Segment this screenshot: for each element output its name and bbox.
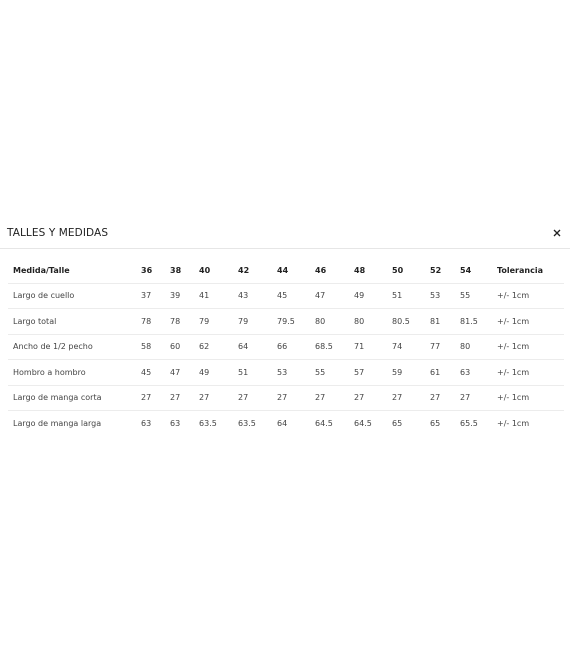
cell-value: 47 bbox=[315, 283, 354, 309]
cell-measure: Hombro a hombro bbox=[8, 360, 141, 386]
cell-value: 80 bbox=[460, 334, 497, 360]
header-size-44: 44 bbox=[277, 258, 315, 283]
cell-value: 63.5 bbox=[238, 418, 256, 428]
cell-value: 74 bbox=[392, 334, 430, 360]
header-size-52: 52 bbox=[430, 258, 460, 283]
cell-value: 79 bbox=[199, 309, 238, 335]
cell-value: 43 bbox=[238, 283, 277, 309]
table-row bbox=[8, 309, 564, 335]
header-size-48: 48 bbox=[354, 258, 392, 283]
cell-value: 81 bbox=[430, 309, 460, 335]
cell-value: 63.5 bbox=[199, 418, 217, 428]
cell-value: 45 bbox=[141, 360, 170, 386]
cell-value: 51 bbox=[238, 360, 277, 386]
cell-tolerance: +/- 1cm bbox=[497, 360, 564, 386]
close-icon bbox=[550, 226, 564, 240]
header-size-38: 38 bbox=[170, 258, 199, 283]
header-measure: Medida/Talle bbox=[8, 258, 141, 283]
header-size-50: 50 bbox=[392, 258, 430, 283]
cell-value: 47 bbox=[170, 360, 199, 386]
cell-measure: Largo de manga corta bbox=[8, 385, 141, 411]
cell-value: 27 bbox=[430, 385, 460, 411]
close-button[interactable] bbox=[550, 226, 564, 240]
cell-tolerance: +/- 1cm bbox=[497, 334, 564, 360]
cell-value: 79 bbox=[238, 309, 277, 335]
cell-measure: Largo de cuello bbox=[8, 283, 141, 309]
table-header-row bbox=[8, 258, 564, 283]
cell-value: 53 bbox=[430, 283, 460, 309]
cell-value: 63 bbox=[170, 418, 181, 428]
cell-value: 80.5 bbox=[392, 309, 430, 335]
cell-tolerance: +/- 1cm bbox=[497, 309, 564, 335]
table-row bbox=[8, 360, 564, 386]
cell-value: 64 bbox=[277, 418, 288, 428]
cell-value: 27 bbox=[199, 385, 238, 411]
table-row bbox=[8, 385, 564, 411]
cell-value: 62 bbox=[199, 334, 238, 360]
cell-value: 77 bbox=[430, 334, 460, 360]
cell-value: 55 bbox=[460, 283, 497, 309]
cell-value: 27 bbox=[141, 385, 170, 411]
modal-title: TALLES Y MEDIDAS bbox=[7, 227, 109, 239]
cell-value: 27 bbox=[354, 385, 392, 411]
cell-measure: Ancho de 1/2 pecho bbox=[8, 334, 141, 360]
cell-value: 65.5 bbox=[460, 418, 478, 428]
header-tolerance: Tolerancia bbox=[497, 258, 564, 283]
header-size-36: 36 bbox=[141, 258, 170, 283]
cell-value: 45 bbox=[277, 283, 315, 309]
cell-value: 64.5 bbox=[354, 418, 372, 428]
table-row bbox=[8, 283, 564, 309]
cell-value: 68.5 bbox=[315, 334, 354, 360]
cell-measure: Largo de manga larga bbox=[13, 418, 102, 428]
cell-tolerance: +/- 1cm bbox=[497, 385, 564, 411]
cell-value: 63 bbox=[460, 360, 497, 386]
cell-value: 57 bbox=[354, 360, 392, 386]
cell-value: 80 bbox=[315, 309, 354, 335]
cell-value: 65 bbox=[430, 418, 441, 428]
size-table bbox=[8, 258, 564, 436]
cell-value: 66 bbox=[277, 334, 315, 360]
cell-value: 37 bbox=[141, 283, 170, 309]
cell-tolerance: +/- 1cm bbox=[497, 283, 564, 309]
cell-value: 49 bbox=[199, 360, 238, 386]
header-size-46: 46 bbox=[315, 258, 354, 283]
cell-value: 71 bbox=[354, 334, 392, 360]
cell-value: 41 bbox=[199, 283, 238, 309]
cell-tolerance: +/- 1cm bbox=[497, 418, 530, 428]
cell-value: 27 bbox=[460, 385, 497, 411]
cell-value: 80 bbox=[354, 309, 392, 335]
cell-value: 64 bbox=[238, 334, 277, 360]
cell-value: 61 bbox=[430, 360, 460, 386]
cell-value: 27 bbox=[392, 385, 430, 411]
cell-value: 60 bbox=[170, 334, 199, 360]
cell-value: 64.5 bbox=[315, 418, 333, 428]
size-guide-modal bbox=[0, 220, 570, 428]
cell-value: 63 bbox=[141, 418, 152, 428]
table-row bbox=[8, 411, 564, 436]
header-size-40: 40 bbox=[199, 258, 238, 283]
table-row bbox=[8, 334, 564, 360]
cell-value: 49 bbox=[354, 283, 392, 309]
cell-measure: Largo total bbox=[8, 309, 141, 335]
cell-value: 53 bbox=[277, 360, 315, 386]
cell-value: 78 bbox=[170, 309, 199, 335]
cell-value: 78 bbox=[141, 309, 170, 335]
cell-value: 27 bbox=[170, 385, 199, 411]
cell-value: 81.5 bbox=[460, 309, 497, 335]
cell-value: 27 bbox=[238, 385, 277, 411]
cell-value: 58 bbox=[141, 334, 170, 360]
header-size-54: 54 bbox=[460, 258, 497, 283]
cell-value: 39 bbox=[170, 283, 199, 309]
cell-value: 79.5 bbox=[277, 309, 315, 335]
cell-value: 27 bbox=[277, 385, 315, 411]
cell-value: 55 bbox=[315, 360, 354, 386]
cell-value: 59 bbox=[392, 360, 430, 386]
cell-value: 27 bbox=[315, 385, 354, 411]
cell-value: 51 bbox=[392, 283, 430, 309]
cell-value: 65 bbox=[392, 418, 403, 428]
header-size-42: 42 bbox=[238, 258, 277, 283]
modal-header bbox=[0, 220, 570, 249]
